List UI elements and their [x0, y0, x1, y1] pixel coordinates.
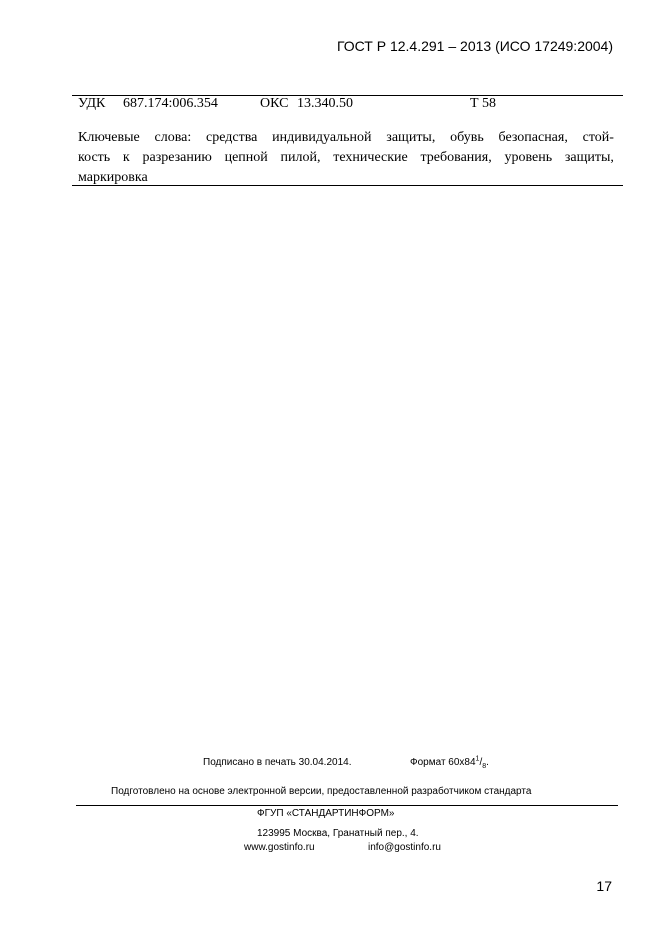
keyword-word: разрезанию — [142, 150, 212, 165]
format-prefix: Формат 60х84 — [410, 757, 476, 768]
keyword-word: слова: — [154, 130, 192, 145]
keyword-word: средства — [206, 130, 258, 145]
format-end: . — [486, 757, 489, 768]
keywords-paragraph — [78, 128, 614, 188]
keyword-word: к — [122, 150, 130, 165]
keyword-word: уровень — [504, 150, 553, 165]
prepared-note: Подготовлено на основе электронной версии, предоставленной разработчиком стандарта — [111, 786, 532, 797]
keyword-word: Ключевые — [78, 130, 140, 145]
signed-for-print: Подписано в печать 30.04.2014. — [203, 757, 352, 768]
udk-label: УДК — [78, 96, 106, 111]
publisher-address: 123995 Москва, Гранатный пер., 4. — [257, 828, 419, 839]
keyword-word: индивидуальной — [272, 130, 372, 145]
udk-value: 687.174:006.354 — [123, 96, 218, 111]
publisher-website: www.gostinfo.ru — [244, 842, 315, 853]
format-denominator: 8 — [482, 763, 487, 770]
t-code: Т 58 — [470, 96, 497, 111]
keyword-word: безопасная, — [498, 130, 568, 145]
keywords-line-2 — [78, 148, 614, 168]
page-number: 17 — [596, 878, 612, 894]
keyword-word: пилой, — [280, 150, 321, 165]
keyword-word: обувь — [450, 130, 484, 145]
keywords-divider — [72, 185, 623, 186]
classification-codes — [78, 96, 623, 116]
footer-divider — [76, 805, 618, 806]
keywords-line-1 — [78, 128, 614, 148]
oks-value: 13.340.50 — [297, 96, 353, 111]
publisher-name: ФГУП «СТАНДАРТИНФОРМ» — [257, 808, 395, 819]
oks-label: ОКС — [260, 96, 289, 111]
keyword-word: технические — [333, 150, 408, 165]
format-numerator: 1 — [475, 755, 480, 763]
keyword-word: требования, — [420, 150, 492, 165]
keyword-word: защиты, — [386, 130, 436, 145]
paper-format: Формат $60х84^1/_8$. — [410, 755, 489, 770]
keyword-word: стой- — [582, 130, 614, 145]
standard-designation: ГОСТ Р 12.4.291 – 2013 (ИСО 17249:2004) — [336, 38, 613, 54]
keywords-line-3: маркировка — [78, 170, 148, 185]
keyword-word: цепной — [224, 150, 268, 165]
keyword-word: кость — [78, 150, 111, 165]
keyword-word: защиты, — [564, 150, 614, 165]
publisher-email: info@gostinfo.ru — [368, 842, 441, 853]
